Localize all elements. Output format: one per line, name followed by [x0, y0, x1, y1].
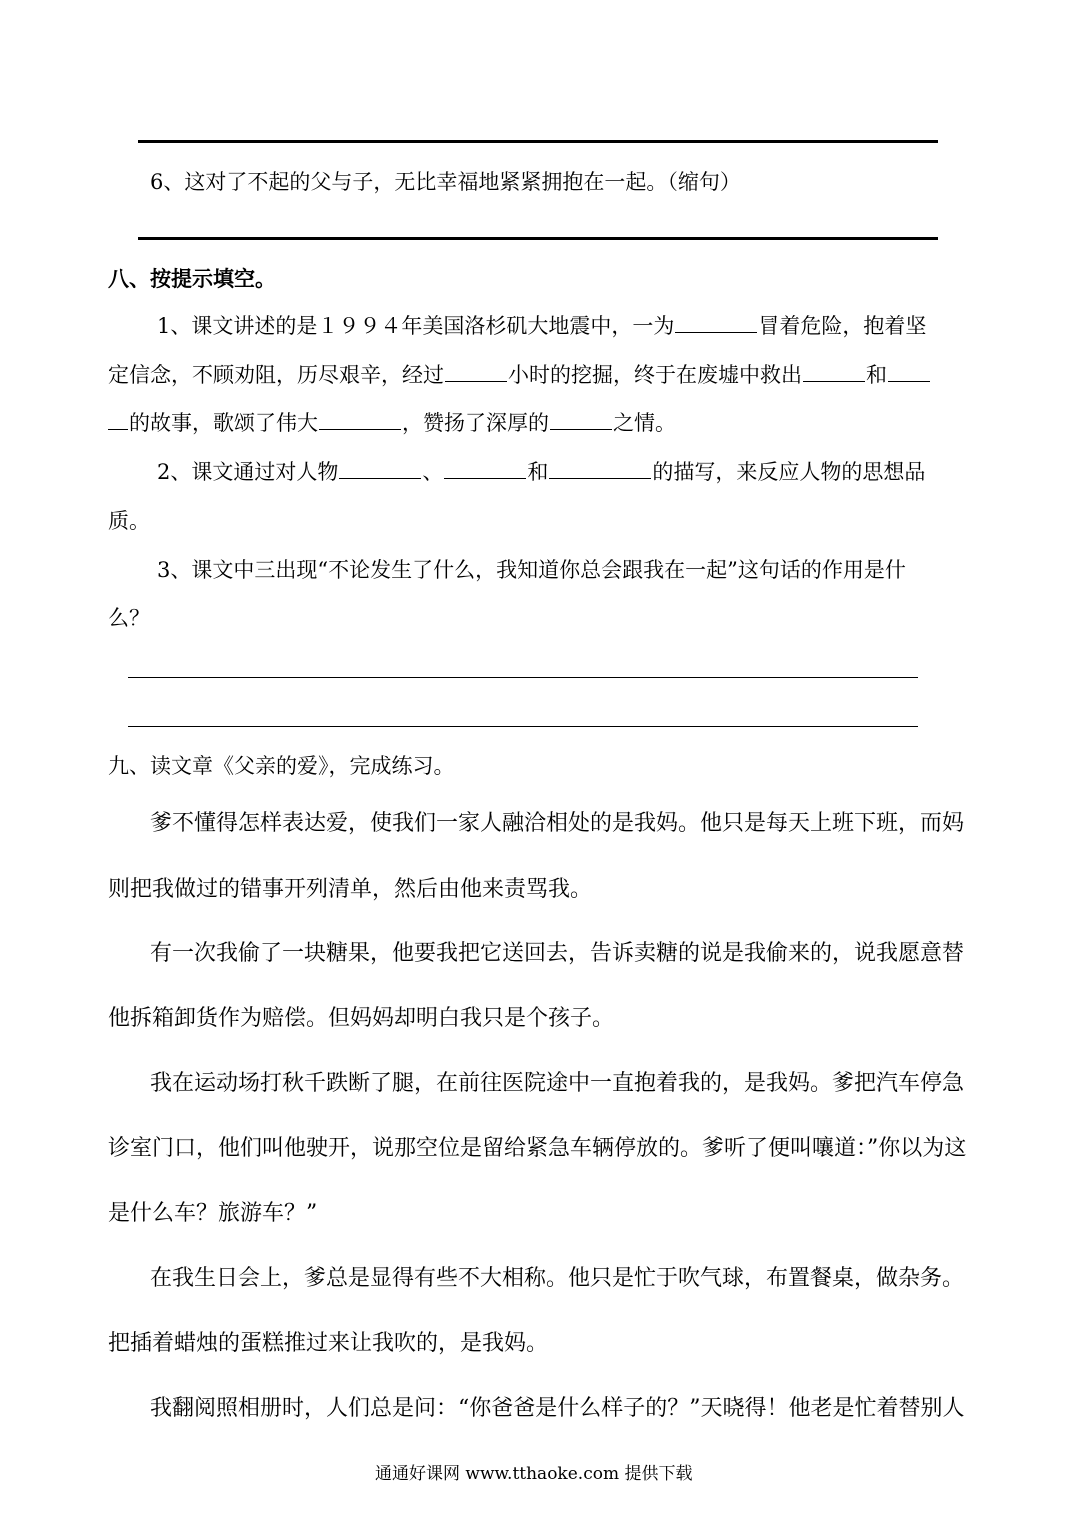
- s8-item2-text-a: 2、课文通过对人物: [157, 460, 339, 484]
- s8-item1-line2: [108, 365, 931, 386]
- s8-item2-text-d: 的描写，来反应人物的思想品: [652, 460, 926, 484]
- passage-line: 我翻阅照相册时，人们总是问：“你爸爸是什么样子的？”天晓得！他老是忙着替别人: [150, 1396, 965, 1421]
- fill-blank[interactable]: [444, 477, 526, 479]
- s8-item1-text-c: 定信念，不顾劝阻，历尽艰辛，经过: [108, 363, 444, 387]
- s8-item1-line1: [157, 316, 926, 337]
- fill-blank[interactable]: [319, 428, 401, 430]
- s8-item1-line3: [108, 413, 676, 434]
- fill-blank[interactable]: [549, 477, 651, 479]
- passage-line: 有一次我偷了一块糖果，他要我把它送回去，告诉卖糖的说是我偷来的，说我愿意替: [150, 941, 965, 966]
- answer-line-s8-item3-2[interactable]: [128, 726, 918, 727]
- passage-line: 是什么车？旅游车？”: [108, 1201, 318, 1226]
- passage-line: 把插着蜡烛的蛋糕推过来让我吹的，是我妈。: [108, 1331, 549, 1356]
- passage-line: 他拆箱卸货作为赔偿。但妈妈却明白我只是个孩子。: [108, 1006, 615, 1031]
- s8-item1-text-g: ，赞扬了深厚的: [402, 411, 549, 435]
- s8-item1-text-d: 小时的挖掘，终于在废墟中救出: [508, 363, 802, 387]
- passage-line: 则把我做过的错事开列清单，然后由他来责骂我。: [108, 877, 593, 902]
- s8-item1-text-f: 的故事，歌颂了伟大: [129, 411, 318, 435]
- s8-item3-line2: 么？: [108, 606, 150, 630]
- fill-blank[interactable]: [445, 380, 507, 382]
- section-9-heading: 九、读文章《父亲的爱》，完成练习。: [108, 754, 455, 778]
- s8-item2-text-c: 和: [527, 460, 549, 484]
- s8-item1-text-h: 之情。: [613, 411, 676, 435]
- question-6: 6、这对了不起的父与子，无比幸福地紧紧拥抱在一起。（缩句）: [150, 170, 741, 194]
- fill-blank[interactable]: [888, 380, 930, 382]
- fill-blank[interactable]: [675, 331, 757, 333]
- section-8-heading: 八、按提示填空。: [108, 266, 276, 291]
- passage-line: 诊室门口，他们叫他驶开，说那空位是留给紧急车辆停放的。爹听了便叫嚷道：”你以为这: [108, 1136, 967, 1161]
- fill-blank[interactable]: [803, 380, 865, 382]
- s8-item1-text-b: 冒着危险，抱着坚: [758, 314, 927, 338]
- passage-line: 在我生日会上，爹总是显得有些不大相称。他只是忙于吹气球，布置餐桌，做杂务。: [150, 1266, 965, 1291]
- s8-item1-text-e: 和: [866, 363, 887, 387]
- s8-item1-text-a: 1、课文讲述的是１９９４年美国洛杉矶大地震中，一为: [157, 314, 675, 338]
- s8-item3-line1: 3、课文中三出现“不论发生了什么，我知道你总会跟我在一起”这句话的作用是什: [157, 558, 906, 582]
- s8-item2-line2: 质。: [108, 509, 150, 533]
- passage-line: 我在运动场打秋千跌断了腿，在前往医院途中一直抱着我的，是我妈。爹把汽车停急: [150, 1071, 965, 1096]
- fill-blank[interactable]: [339, 477, 421, 479]
- fill-blank[interactable]: [108, 428, 128, 430]
- answer-line-q6: [138, 237, 938, 240]
- fill-blank[interactable]: [550, 428, 612, 430]
- answer-line-q5: [138, 140, 938, 143]
- answer-line-s8-item3-1[interactable]: [128, 677, 918, 678]
- s8-item2-text-b: 、: [422, 460, 444, 484]
- passage-line: 爹不懂得怎样表达爱，使我们一家人融洽相处的是我妈。他只是每天上班下班，而妈: [150, 811, 965, 836]
- page-footer: 通通好课网 www.tthaoke.com 提供下载: [375, 1464, 693, 1484]
- s8-item2-line1: [157, 462, 925, 483]
